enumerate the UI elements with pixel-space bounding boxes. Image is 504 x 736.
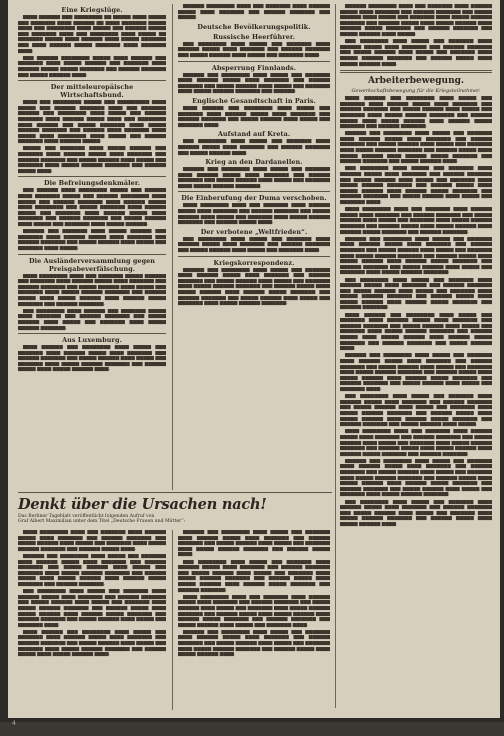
- banner-intro-line-2: Graf Albert Maximilian unter dem Titel „Deutsche Frauen und Mütter“:: [18, 519, 186, 525]
- section-divider: [18, 80, 166, 81]
- banner-column-1: ▆▆▆▆ ▆▆▆▆▆▆▆▆ ▆▆▆▆ ▆▆▆ ▆▆▆▆▆▆▆ ▆▆▆▆ ▆▆▆▆▆▆ ▆▆▆▆▆ ▆▆▆▆ ▆▆▆▆▆▆▆ ▆▆▆ ▆▆▆▆▆▆ ▆▆▆▆▆▆▆ ▆▆▆ ▆▆▆▆▆ ▆▆▆▆▆▆ ▆▆▆▆ ▆▆▆▆▆ ▆▆▆ ▆▆▆▆▆▆▆ ▆▆▆▆ ▆▆▆▆▆ ▆▆▆▆▆▆ ▆▆▆▆▆▆▆ ▆▆▆ ▆▆▆▆▆▆ ▆▆▆▆▆ ▆▆▆▆. ▆▆▆▆▆▆ ▆▆▆ ▆▆▆▆▆▆▆▆ ▆▆▆▆ ▆▆▆▆▆ ▆▆▆ ▆▆▆▆▆▆▆ ▆▆▆▆ ▆▆▆▆▆▆ ▆▆▆▆▆ ▆▆▆▆ ▆▆▆▆▆▆▆ ▆▆▆ ▆▆▆▆▆▆ ▆▆▆▆▆▆▆ ▆▆▆ ▆▆▆▆▆ ▆▆▆▆▆▆ ▆▆▆▆ ▆▆▆▆▆ ▆▆▆ ▆▆▆▆▆▆▆ ▆▆▆▆ ▆▆▆▆▆ ▆▆▆▆▆▆ ▆▆▆▆▆▆▆ ▆▆▆ ▆▆▆▆▆▆ ▆▆▆▆▆ ▆▆▆▆ ▆▆▆▆▆ ▆▆▆▆▆▆ ▆▆▆▆ ▆▆▆▆▆▆ ▆▆▆▆▆ ▆▆▆▆▆▆▆ ▆▆▆ ▆▆▆▆▆▆ ▆▆▆▆▆▆▆. ▆▆▆ ▆▆▆▆▆▆▆▆ ▆▆▆▆ ▆▆▆▆▆ ▆▆▆ ▆▆▆▆▆▆▆ ▆▆▆▆ ▆▆▆▆▆▆ ▆▆▆▆▆ ▆▆▆▆ ▆▆▆▆▆▆▆ ▆▆▆ ▆▆▆▆▆▆ ▆▆▆▆▆▆▆ ▆▆▆ ▆▆▆▆▆ ▆▆▆▆▆▆ ▆▆▆▆ ▆▆▆▆▆ ▆▆▆ ▆▆▆▆▆▆▆ ▆▆▆▆ ▆▆▆▆▆ ▆▆▆▆▆▆ ▆▆▆▆▆▆▆ ▆▆▆ ▆▆▆▆▆▆ ▆▆▆▆▆ ▆▆▆▆ ▆▆▆▆▆ ▆▆▆▆▆▆ ▆▆▆▆ ▆▆▆▆▆▆ ▆▆▆▆▆ ▆▆▆▆▆▆▆ ▆▆▆ ▆▆▆▆▆▆ ▆▆▆▆▆▆▆ ▆▆▆ ▆▆▆▆▆ ▆▆▆▆▆▆ ▆▆▆▆ ▆▆▆▆▆ ▆▆▆ ▆▆▆▆▆▆▆ ▆▆▆▆. ▆▆▆▆ ▆▆▆▆▆▆ ▆▆▆ ▆▆▆▆▆▆▆▆ ▆▆▆▆ ▆▆▆▆▆ ▆▆▆ ▆▆▆▆▆▆▆ ▆▆▆▆ ▆▆▆▆▆▆ ▆▆▆▆▆ ▆▆▆▆ ▆▆▆▆▆▆▆ ▆▆▆ ▆▆▆▆▆▆ ▆▆▆▆▆▆▆ ▆▆▆ ▆▆▆▆▆ ▆▆▆▆▆▆ ▆▆▆▆ ▆▆▆▆▆ ▆▆▆ ▆▆▆▆▆▆▆ ▆▆▆▆ ▆▆▆▆▆ ▆▆▆▆▆▆ ▆▆▆▆▆▆▆ ▆▆▆ ▆▆▆▆▆▆ ▆▆▆▆▆ ▆▆▆▆ ▆▆▆▆▆ ▆▆▆▆▆▆ ▆▆▆▆.: [18, 530, 166, 658]
- heading-luxemburg: Aus Luxemburg.: [62, 336, 122, 345]
- column-3: ▆▆▆▆▆▆ ▆▆▆▆▆▆▆▆ ▆▆▆▆ ▆▆▆ ▆▆▆▆▆▆▆ ▆▆▆▆ ▆▆▆▆▆▆ ▆▆▆▆▆ ▆▆▆▆ ▆▆▆▆▆▆▆ ▆▆▆ ▆▆▆▆▆▆ ▆▆▆▆▆▆▆ ▆▆▆ ▆▆▆▆▆ ▆▆▆▆▆▆ ▆▆▆▆ ▆▆▆▆▆ ▆▆▆ ▆▆▆▆▆▆▆ ▆▆▆▆ ▆▆▆▆▆ ▆▆▆▆▆▆ ▆▆▆▆▆▆▆ ▆▆▆ ▆▆▆▆▆▆ ▆▆▆▆▆ ▆▆▆▆ ▆▆▆▆▆ ▆▆▆▆▆▆ ▆▆▆▆ ▆▆▆▆▆▆ ▆▆▆▆▆ ▆▆▆▆▆▆▆ ▆▆▆ ▆▆▆▆▆▆ ▆▆▆▆▆▆▆ ▆▆▆ ▆▆▆▆▆ ▆▆▆▆▆▆ ▆▆▆▆ ▆▆▆▆▆. ▆▆▆ ▆▆▆▆▆▆▆▆ ▆▆▆▆ ▆▆▆▆▆ ▆▆▆ ▆▆▆▆▆▆▆ ▆▆▆▆ ▆▆▆▆▆▆ ▆▆▆▆▆ ▆▆▆▆ ▆▆▆▆▆▆▆ ▆▆▆ ▆▆▆▆▆▆ ▆▆▆▆▆▆▆ ▆▆▆ ▆▆▆▆▆ ▆▆▆▆▆▆ ▆▆▆▆ ▆▆▆▆▆ ▆▆▆ ▆▆▆▆▆▆▆ ▆▆▆▆ ▆▆▆▆▆ ▆▆▆▆▆▆ ▆▆▆▆▆▆▆ ▆▆▆ ▆▆▆▆▆▆ ▆▆▆▆▆ ▆▆▆▆ ▆▆▆▆▆ ▆▆▆▆▆▆ ▆▆▆▆. Arbeiterbewegung. Gewerkschaftsbewegung für die Kriegsteilnehmer. ▆▆▆▆ ▆▆▆▆▆▆ ▆▆▆ ▆▆▆▆▆▆▆▆ ▆▆▆▆ ▆▆▆▆▆ ▆▆▆ ▆▆▆▆▆▆▆ ▆▆▆▆ ▆▆▆▆▆▆ ▆▆▆▆▆ ▆▆▆▆ ▆▆▆▆▆▆▆ ▆▆▆ ▆▆▆▆▆▆ ▆▆▆▆▆▆▆ ▆▆▆ ▆▆▆▆▆ ▆▆▆▆▆▆ ▆▆▆▆ ▆▆▆▆▆ ▆▆▆ ▆▆▆▆▆▆▆ ▆▆▆▆ ▆▆▆▆▆ ▆▆▆▆▆▆ ▆▆▆▆▆▆▆ ▆▆▆ ▆▆▆▆▆▆ ▆▆▆▆▆ ▆▆▆▆ ▆▆▆▆▆ ▆▆▆▆▆▆ ▆▆▆▆ ▆▆▆▆▆▆ ▆▆▆▆▆ ▆▆▆▆▆▆▆ ▆▆▆ ▆▆▆▆▆▆ ▆▆▆▆▆▆▆. ▆▆▆▆▆▆ ▆▆▆ ▆▆▆▆▆▆▆▆ ▆▆▆▆ ▆▆▆▆▆ ▆▆▆ ▆▆▆▆▆▆▆ ▆▆▆▆ ▆▆▆▆▆▆ ▆▆▆▆▆ ▆▆▆▆ ▆▆▆▆▆▆▆ ▆▆▆ ▆▆▆▆▆▆ ▆▆▆▆▆▆▆ ▆▆▆ ▆▆▆▆▆ ▆▆▆▆▆▆ ▆▆▆▆ ▆▆▆▆▆ ▆▆▆ ▆▆▆▆▆▆▆ ▆▆▆▆ ▆▆▆▆▆ ▆▆▆▆▆▆ ▆▆▆▆▆▆▆ ▆▆▆ ▆▆▆▆▆▆ ▆▆▆▆▆ ▆▆▆▆ ▆▆▆▆▆ ▆▆▆▆▆▆ ▆▆▆▆ ▆▆▆▆▆▆ ▆▆▆▆▆ ▆▆▆▆▆▆▆ ▆▆▆ ▆▆▆▆▆▆ ▆▆▆▆▆▆▆ ▆▆▆ ▆▆▆▆▆ ▆▆▆▆▆▆ ▆▆▆▆. ▆▆▆ ▆▆▆▆▆▆▆▆ ▆▆▆▆ ▆▆▆▆▆ ▆▆▆ ▆▆▆▆▆▆▆ ▆▆▆▆ ▆▆▆▆▆▆ ▆▆▆▆▆ ▆▆▆▆ ▆▆▆▆▆▆▆ ▆▆▆ ▆▆▆▆▆▆ ▆▆▆▆▆▆▆ ▆▆▆ ▆▆▆▆▆ ▆▆▆▆▆▆ ▆▆▆▆ ▆▆▆▆▆ ▆▆▆ ▆▆▆▆▆▆▆ ▆▆▆▆ ▆▆▆▆▆ ▆▆▆▆▆▆ ▆▆▆▆▆▆▆ ▆▆▆ ▆▆▆▆▆▆ ▆▆▆▆▆ ▆▆▆▆ ▆▆▆▆▆ ▆▆▆▆▆▆ ▆▆▆▆ ▆▆▆▆▆▆ ▆▆▆▆▆ ▆▆▆▆▆▆▆ ▆▆▆ ▆▆▆▆▆▆ ▆▆▆▆▆▆▆ ▆▆▆ ▆▆▆▆▆ ▆▆▆▆▆▆ ▆▆▆▆ ▆▆▆▆▆ ▆▆▆ ▆▆▆▆▆▆▆ ▆▆▆▆. ▆▆▆▆ ▆▆▆▆▆▆▆▆ ▆▆▆▆ ▆▆▆ ▆▆▆▆▆▆▆ ▆▆▆▆ ▆▆▆▆▆▆ ▆▆▆▆▆ ▆▆▆▆ ▆▆▆▆▆▆▆ ▆▆▆ ▆▆▆▆▆▆ ▆▆▆▆▆▆▆ ▆▆▆ ▆▆▆▆▆ ▆▆▆▆▆▆ ▆▆▆▆ ▆▆▆▆▆ ▆▆▆ ▆▆▆▆▆▆▆ ▆▆▆▆ ▆▆▆▆▆ ▆▆▆▆▆▆ ▆▆▆▆▆▆▆ ▆▆▆ ▆▆▆▆▆▆ ▆▆▆▆▆ ▆▆▆▆ ▆▆▆▆▆ ▆▆▆▆▆▆ ▆▆▆▆ ▆▆▆▆▆▆ ▆▆▆▆▆ ▆▆▆▆▆▆▆ ▆▆▆ ▆▆▆▆▆▆ ▆▆▆▆▆▆▆. ▆▆▆▆▆▆ ▆▆▆ ▆▆▆▆▆▆▆▆ ▆▆▆▆ ▆▆▆▆▆ ▆▆▆ ▆▆▆▆▆▆▆ ▆▆▆▆ ▆▆▆▆▆▆ ▆▆▆▆▆ ▆▆▆▆ ▆▆▆▆▆▆▆ ▆▆▆ ▆▆▆▆▆▆ ▆▆▆▆▆▆▆ ▆▆▆ ▆▆▆▆▆ ▆▆▆▆▆▆ ▆▆▆▆ ▆▆▆▆▆ ▆▆▆ ▆▆▆▆▆▆▆ ▆▆▆▆ ▆▆▆▆▆ ▆▆▆▆▆▆ ▆▆▆▆▆▆▆ ▆▆▆ ▆▆▆▆▆▆ ▆▆▆▆▆ ▆▆▆▆ ▆▆▆▆▆ ▆▆▆▆▆▆ ▆▆▆▆ ▆▆▆▆▆▆ ▆▆▆▆▆ ▆▆▆▆▆▆▆ ▆▆▆ ▆▆▆▆▆▆ ▆▆▆▆▆▆▆ ▆▆▆ ▆▆▆▆▆ ▆▆▆▆▆▆ ▆▆▆▆ ▆▆▆▆▆ ▆▆▆ ▆▆▆▆▆▆▆ ▆▆▆▆ ▆▆▆▆▆ ▆▆▆▆▆▆ ▆▆▆▆▆▆▆. ▆▆▆ ▆▆▆▆▆▆▆▆ ▆▆▆▆ ▆▆▆▆▆ ▆▆▆ ▆▆▆▆▆▆▆ ▆▆▆▆ ▆▆▆▆▆▆ ▆▆▆▆▆ ▆▆▆▆ ▆▆▆▆▆▆▆ ▆▆▆ ▆▆▆▆▆▆ ▆▆▆▆▆▆▆ ▆▆▆ ▆▆▆▆▆ ▆▆▆▆▆▆ ▆▆▆▆ ▆▆▆▆▆ ▆▆▆ ▆▆▆▆▆▆▆ ▆▆▆▆ ▆▆▆▆▆ ▆▆▆▆▆▆ ▆▆▆▆▆▆▆ ▆▆▆ ▆▆▆▆▆▆ ▆▆▆▆▆ ▆▆▆▆ ▆▆▆▆▆ ▆▆▆▆▆▆ ▆▆▆▆ ▆▆▆▆▆▆ ▆▆▆▆▆ ▆▆▆▆▆▆▆ ▆▆▆ ▆▆▆▆▆▆ ▆▆▆▆▆▆▆. ▆▆▆▆ ▆▆▆▆▆▆ ▆▆▆ ▆▆▆▆▆▆▆▆ ▆▆▆▆ ▆▆▆▆▆ ▆▆▆ ▆▆▆▆▆▆▆ ▆▆▆▆ ▆▆▆▆▆▆ ▆▆▆▆▆ ▆▆▆▆ ▆▆▆▆▆▆▆ ▆▆▆ ▆▆▆▆▆▆ ▆▆▆▆▆▆▆ ▆▆▆ ▆▆▆▆▆ ▆▆▆▆▆▆ ▆▆▆▆ ▆▆▆▆▆ ▆▆▆ ▆▆▆▆▆▆▆ ▆▆▆▆ ▆▆▆▆▆ ▆▆▆▆▆▆ ▆▆▆▆▆▆▆ ▆▆▆ ▆▆▆▆▆▆ ▆▆▆▆▆ ▆▆▆▆ ▆▆▆▆▆ ▆▆▆▆▆▆ ▆▆▆▆ ▆▆▆▆▆▆ ▆▆▆▆▆ ▆▆▆▆▆▆▆ ▆▆▆ ▆▆▆▆▆▆ ▆▆▆▆▆▆▆ ▆▆▆ ▆▆▆▆▆ ▆▆▆▆▆▆ ▆▆▆▆. ▆▆▆▆▆▆ ▆▆▆ ▆▆▆▆▆▆▆▆ ▆▆▆▆ ▆▆▆▆▆ ▆▆▆ ▆▆▆▆▆▆▆ ▆▆▆▆ ▆▆▆▆▆▆ ▆▆▆▆▆ ▆▆▆▆ ▆▆▆▆▆▆▆ ▆▆▆ ▆▆▆▆▆▆ ▆▆▆▆▆▆▆ ▆▆▆ ▆▆▆▆▆ ▆▆▆▆▆▆ ▆▆▆▆ ▆▆▆▆▆ ▆▆▆ ▆▆▆▆▆▆▆ ▆▆▆▆ ▆▆▆▆▆ ▆▆▆▆▆▆ ▆▆▆▆▆▆▆ ▆▆▆ ▆▆▆▆▆▆ ▆▆▆▆▆ ▆▆▆▆ ▆▆▆▆▆ ▆▆▆▆▆▆ ▆▆▆▆ ▆▆▆▆▆▆ ▆▆▆▆▆ ▆▆▆▆▆▆▆ ▆▆▆ ▆▆▆▆▆▆ ▆▆▆▆▆▆▆ ▆▆▆ ▆▆▆▆▆ ▆▆▆▆▆▆ ▆▆▆▆ ▆▆▆▆▆ ▆▆▆ ▆▆▆▆▆▆▆ ▆▆▆▆. ▆▆▆ ▆▆▆▆▆▆▆▆ ▆▆▆▆ ▆▆▆▆▆ ▆▆▆ ▆▆▆▆▆▆▆ ▆▆▆▆ ▆▆▆▆▆▆ ▆▆▆▆▆ ▆▆▆▆ ▆▆▆▆▆▆▆ ▆▆▆ ▆▆▆▆▆▆ ▆▆▆▆▆▆▆ ▆▆▆ ▆▆▆▆▆ ▆▆▆▆▆▆ ▆▆▆▆ ▆▆▆▆▆ ▆▆▆ ▆▆▆▆▆▆▆ ▆▆▆▆ ▆▆▆▆▆ ▆▆▆▆▆▆ ▆▆▆▆▆▆▆ ▆▆▆ ▆▆▆▆▆▆ ▆▆▆▆▆ ▆▆▆▆ ▆▆▆▆▆ ▆▆▆▆▆▆ ▆▆▆▆ ▆▆▆▆▆▆ ▆▆▆▆▆ ▆▆▆▆▆▆▆ ▆▆▆ ▆▆▆▆▆▆ ▆▆▆▆▆▆▆ ▆▆▆ ▆▆▆▆▆ ▆▆▆▆▆▆ ▆▆▆▆ ▆▆▆▆▆. ▆▆▆▆ ▆▆▆▆▆▆▆▆ ▆▆▆▆ ▆▆▆ ▆▆▆▆▆▆▆ ▆▆▆▆ ▆▆▆▆▆▆ ▆▆▆▆▆ ▆▆▆▆ ▆▆▆▆▆▆▆ ▆▆▆ ▆▆▆▆▆▆ ▆▆▆▆▆▆▆ ▆▆▆ ▆▆▆▆▆ ▆▆▆▆▆▆ ▆▆▆▆ ▆▆▆▆▆ ▆▆▆ ▆▆▆▆▆▆▆ ▆▆▆▆ ▆▆▆▆▆ ▆▆▆▆▆▆ ▆▆▆▆▆▆▆ ▆▆▆ ▆▆▆▆▆▆ ▆▆▆▆▆ ▆▆▆▆ ▆▆▆▆▆ ▆▆▆▆▆▆ ▆▆▆▆ ▆▆▆▆▆▆ ▆▆▆▆▆ ▆▆▆▆▆▆▆ ▆▆▆ ▆▆▆▆▆▆ ▆▆▆▆▆▆▆. ▆▆▆▆▆▆ ▆▆▆ ▆▆▆▆▆▆▆▆ ▆▆▆▆ ▆▆▆▆▆ ▆▆▆ ▆▆▆▆▆▆▆ ▆▆▆▆ ▆▆▆▆▆▆ ▆▆▆▆▆ ▆▆▆▆ ▆▆▆▆▆▆▆ ▆▆▆ ▆▆▆▆▆▆ ▆▆▆▆▆▆▆ ▆▆▆ ▆▆▆▆▆ ▆▆▆▆▆▆ ▆▆▆▆ ▆▆▆▆▆ ▆▆▆ ▆▆▆▆▆▆▆ ▆▆▆▆ ▆▆▆▆▆ ▆▆▆▆▆▆ ▆▆▆▆▆▆▆ ▆▆▆ ▆▆▆▆▆▆ ▆▆▆▆▆ ▆▆▆▆ ▆▆▆▆▆ ▆▆▆▆▆▆ ▆▆▆▆ ▆▆▆▆▆▆ ▆▆▆▆▆ ▆▆▆▆▆▆▆ ▆▆▆ ▆▆▆▆▆▆ ▆▆▆▆▆▆▆ ▆▆▆ ▆▆▆▆▆ ▆▆▆▆▆▆ ▆▆▆▆ ▆▆▆▆▆ ▆▆▆ ▆▆▆▆▆▆▆ ▆▆▆▆ ▆▆▆▆▆ ▆▆▆▆▆▆ ▆▆▆▆▆▆▆. ▆▆▆ ▆▆▆▆▆▆▆▆ ▆▆▆▆ ▆▆▆▆▆ ▆▆▆ ▆▆▆▆▆▆▆ ▆▆▆▆ ▆▆▆▆▆▆ ▆▆▆▆▆ ▆▆▆▆ ▆▆▆▆▆▆▆ ▆▆▆ ▆▆▆▆▆▆ ▆▆▆▆▆▆▆ ▆▆▆ ▆▆▆▆▆ ▆▆▆▆▆▆ ▆▆▆▆ ▆▆▆▆▆ ▆▆▆ ▆▆▆▆▆▆▆ ▆▆▆▆ ▆▆▆▆▆ ▆▆▆▆▆▆ ▆▆▆▆▆▆▆ ▆▆▆ ▆▆▆▆▆▆ ▆▆▆▆▆ ▆▆▆▆ ▆▆▆▆▆ ▆▆▆▆▆▆ ▆▆▆▆.: [340, 4, 492, 527]
- newspaper-page: [8, 0, 500, 718]
- subheading-gewerkschaft: Gewerkschaftsbewegung für die Kriegsteilnehmer.: [351, 88, 481, 95]
- heading-arbeiterbewegung: Arbeiterbewegung.: [367, 76, 465, 87]
- section-divider: [18, 176, 166, 177]
- banner-intro-line-1: Das Berliner Tageblatt veröffentlicht folgenden Aufruf von: [18, 514, 155, 519]
- section-divider: [178, 61, 330, 62]
- heading-kriegsluege: Eine Kriegslüge.: [61, 6, 123, 14]
- heading-wirtschaftsbund: Der mitteleuropäische Wirtschaftsbund.: [50, 83, 134, 100]
- section-divider: [340, 70, 492, 73]
- column-rule: [172, 530, 173, 710]
- section-divider: [18, 333, 166, 334]
- banner-title: Denkt über die Ursachen nach!: [18, 496, 267, 513]
- column-2: ▆▆▆▆▆▆ ▆▆▆▆▆▆▆▆ ▆▆▆▆ ▆▆▆ ▆▆▆▆▆▆▆ ▆▆▆▆ ▆▆▆▆▆▆ ▆▆▆▆▆ ▆▆▆▆ ▆▆▆▆▆▆▆ ▆▆▆ ▆▆▆▆▆▆ ▆▆▆▆▆▆▆ ▆▆▆ ▆▆▆▆▆. Deutsche Bevölkerungspolitik. Russische Heerführer. ▆▆▆ ▆▆▆▆▆▆▆▆ ▆▆▆▆ ▆▆▆▆▆ ▆▆▆ ▆▆▆▆▆▆▆ ▆▆▆▆ ▆▆▆▆▆▆ ▆▆▆▆▆ ▆▆▆▆ ▆▆▆▆▆▆▆ ▆▆▆ ▆▆▆▆▆▆ ▆▆▆▆▆▆▆ ▆▆▆ ▆▆▆▆▆ ▆▆▆▆▆▆ ▆▆▆▆ ▆▆▆▆▆ ▆▆▆ ▆▆▆▆▆▆▆ ▆▆▆▆. Absperrung Finnlands. ▆▆▆▆▆▆ ▆▆▆ ▆▆▆▆▆▆▆▆ ▆▆▆▆ ▆▆▆▆▆ ▆▆▆ ▆▆▆▆▆▆▆ ▆▆▆▆ ▆▆▆▆▆▆ ▆▆▆▆▆ ▆▆▆▆ ▆▆▆▆▆▆▆ ▆▆▆ ▆▆▆▆▆▆ ▆▆▆▆▆▆▆ ▆▆▆ ▆▆▆▆▆ ▆▆▆▆▆▆ ▆▆▆▆ ▆▆▆▆▆ ▆▆▆ ▆▆▆▆▆▆▆ ▆▆▆▆ ▆▆▆▆▆ ▆▆▆▆▆▆ ▆▆▆▆▆▆▆ ▆▆▆ ▆▆▆▆▆▆. Englische Gesandtschaft in Paris. ▆▆▆▆ ▆▆▆▆▆▆ ▆▆▆ ▆▆▆▆▆▆▆▆ ▆▆▆▆ ▆▆▆▆▆ ▆▆▆ ▆▆▆▆▆▆▆ ▆▆▆▆ ▆▆▆▆▆▆ ▆▆▆▆▆ ▆▆▆▆ ▆▆▆▆▆▆▆ ▆▆▆ ▆▆▆▆▆▆ ▆▆▆▆▆▆▆ ▆▆▆ ▆▆▆▆▆ ▆▆▆▆▆▆ ▆▆▆▆ ▆▆▆▆▆ ▆▆▆ ▆▆▆▆▆▆▆ ▆▆▆▆. Aufstand auf Kreta. ▆▆▆ ▆▆▆▆▆▆▆▆ ▆▆▆▆ ▆▆▆▆▆ ▆▆▆ ▆▆▆▆▆▆▆ ▆▆▆▆ ▆▆▆▆▆▆ ▆▆▆▆▆ ▆▆▆▆ ▆▆▆▆▆▆▆ ▆▆▆ ▆▆▆▆▆▆ ▆▆▆▆▆▆▆ ▆▆▆ ▆▆▆▆▆ ▆▆▆▆▆▆ ▆▆▆▆. Krieg an den Dardanellen. ▆▆▆▆▆▆ ▆▆▆ ▆▆▆▆▆▆▆▆ ▆▆▆▆ ▆▆▆▆▆ ▆▆▆ ▆▆▆▆▆▆▆ ▆▆▆▆ ▆▆▆▆▆▆ ▆▆▆▆▆ ▆▆▆▆ ▆▆▆▆▆▆▆ ▆▆▆ ▆▆▆▆▆▆ ▆▆▆▆▆▆▆ ▆▆▆ ▆▆▆▆▆ ▆▆▆▆▆▆ ▆▆▆▆ ▆▆▆▆▆ ▆▆▆ ▆▆▆▆▆▆▆ ▆▆▆▆ ▆▆▆▆▆ ▆▆▆▆▆▆ ▆▆▆▆▆▆▆. Die Einberufung der Duma verschoben. ▆▆▆▆ ▆▆▆▆▆▆▆▆ ▆▆▆▆ ▆▆▆ ▆▆▆▆▆▆▆ ▆▆▆▆ ▆▆▆▆▆▆ ▆▆▆▆▆ ▆▆▆▆ ▆▆▆▆▆▆▆ ▆▆▆ ▆▆▆▆▆▆ ▆▆▆▆▆▆▆ ▆▆▆ ▆▆▆▆▆ ▆▆▆▆▆▆ ▆▆▆▆ ▆▆▆▆▆ ▆▆▆ ▆▆▆▆▆▆▆ ▆▆▆▆ ▆▆▆▆▆ ▆▆▆▆▆▆ ▆▆▆▆▆▆▆ ▆▆▆ ▆▆▆▆▆▆ ▆▆▆▆▆ ▆▆▆▆. Der verbotene „Weltfrieden“. ▆▆▆ ▆▆▆▆▆▆▆▆ ▆▆▆▆ ▆▆▆▆▆ ▆▆▆ ▆▆▆▆▆▆▆ ▆▆▆▆ ▆▆▆▆▆▆ ▆▆▆▆▆ ▆▆▆▆ ▆▆▆▆▆▆▆ ▆▆▆ ▆▆▆▆▆▆ ▆▆▆▆▆▆▆ ▆▆▆ ▆▆▆▆▆ ▆▆▆▆▆▆ ▆▆▆▆ ▆▆▆▆▆ ▆▆▆ ▆▆▆▆▆▆▆ ▆▆▆▆. Kriegskorrespondenz. ▆▆▆▆▆▆ ▆▆▆ ▆▆▆▆▆▆▆▆ ▆▆▆▆ ▆▆▆▆▆ ▆▆▆ ▆▆▆▆▆▆▆ ▆▆▆▆ ▆▆▆▆▆▆ ▆▆▆▆▆ ▆▆▆▆ ▆▆▆▆▆▆▆ ▆▆▆ ▆▆▆▆▆▆ ▆▆▆▆▆▆▆ ▆▆▆ ▆▆▆▆▆ ▆▆▆▆▆▆ ▆▆▆▆ ▆▆▆▆▆ ▆▆▆ ▆▆▆▆▆▆▆ ▆▆▆▆ ▆▆▆▆▆ ▆▆▆▆▆▆ ▆▆▆▆▆▆▆ ▆▆▆ ▆▆▆▆▆▆ ▆▆▆▆▆ ▆▆▆▆ ▆▆▆▆▆ ▆▆▆▆▆▆ ▆▆▆▆ ▆▆▆▆▆▆ ▆▆▆▆▆ ▆▆▆▆▆▆▆ ▆▆▆ ▆▆▆▆▆▆ ▆▆▆▆▆▆▆ ▆▆▆ ▆▆▆▆▆ ▆▆▆▆▆▆ ▆▆▆▆ ▆▆▆▆▆ ▆▆▆ ▆▆▆▆▆▆▆ ▆▆▆▆ ▆▆▆▆▆ ▆▆▆▆▆▆ ▆▆▆▆▆▆▆.: [178, 4, 330, 307]
- column-1: Eine Kriegslüge. ▆▆▆▆ ▆▆▆▆▆▆ ▆▆▆ ▆▆▆▆▆▆▆▆ ▆▆ ▆▆▆▆▆ ▆▆▆▆ ▆▆▆▆▆ ▆▆▆ ▆▆▆▆▆▆▆ ▆▆▆▆ ▆▆▆▆▆▆ ▆▆ ▆▆▆▆ ▆▆▆▆▆▆▆ ▆▆▆▆▆ ▆▆▆▆ ▆▆▆ ▆▆▆▆▆▆▆▆ ▆▆▆▆ ▆▆▆▆▆ ▆▆▆ ▆▆▆▆▆▆ ▆▆▆▆▆ ▆▆▆ ▆▆▆▆▆▆▆ ▆▆▆▆ ▆▆▆ ▆▆▆▆▆▆▆▆ ▆▆▆▆ ▆▆▆▆▆ ▆▆ ▆▆▆▆▆▆▆ ▆▆▆▆▆ ▆▆▆▆ ▆▆▆▆▆▆ ▆▆▆▆ ▆▆▆▆▆ ▆▆▆▆▆▆▆ ▆▆▆ ▆▆▆▆ ▆▆▆▆▆▆ ▆▆▆▆▆ ▆▆▆▆▆▆▆ ▆▆▆▆ ▆▆▆▆▆▆▆ ▆▆▆▆. ▆▆▆ ▆▆▆▆▆▆ ▆▆▆▆▆▆▆▆ ▆▆▆▆▆ ▆▆▆▆ ▆▆▆▆▆▆ ▆▆▆ ▆▆▆▆▆▆▆ ▆▆▆▆ ▆▆▆▆▆ ▆▆▆▆▆▆ ▆▆▆ ▆▆▆▆▆▆▆ ▆▆▆▆ ▆▆▆▆▆▆ ▆▆▆▆▆ ▆▆▆▆▆ ▆▆▆▆▆▆▆ ▆▆▆ ▆▆▆▆▆▆ ▆▆▆▆▆▆▆ ▆▆▆ ▆▆▆▆▆ ▆▆▆▆▆▆ ▆▆▆▆. Der mitteleuropäische Wirtschaftsbund. ▆▆▆▆ ▆▆▆ ▆▆▆▆▆▆▆▆ ▆▆▆▆▆ ▆▆▆ ▆▆▆▆▆▆▆▆▆ ▆▆▆▆ ▆▆▆▆▆ ▆▆▆ ▆▆▆▆▆▆ ▆▆▆▆▆▆▆ ▆▆▆▆ ▆▆▆ ▆▆▆▆▆▆▆ ▆▆▆▆▆▆ ▆▆▆ ▆▆▆▆▆▆▆▆ ▆▆▆▆ ▆▆▆▆▆ ▆▆▆ ▆▆▆▆▆▆ ▆▆▆▆▆▆▆ ▆▆▆▆ ▆▆▆▆▆▆ ▆▆▆▆▆ ▆▆▆▆ ▆▆▆ ▆▆▆▆▆▆▆▆ ▆▆▆▆ ▆▆▆▆▆▆ ▆▆▆ ▆▆▆▆▆ ▆▆▆▆▆▆▆ ▆▆▆▆ ▆▆▆▆▆ ▆▆▆▆▆▆ ▆▆▆▆▆▆▆ ▆▆▆ ▆▆▆▆▆▆ ▆▆▆▆ ▆▆▆▆▆▆▆ ▆▆▆▆ ▆▆▆▆▆ ▆▆▆▆ ▆▆▆▆▆▆▆▆ ▆▆▆▆ ▆▆▆▆▆ ▆▆▆ ▆▆▆▆▆▆ ▆▆▆▆▆▆▆ ▆▆▆▆ ▆▆▆▆▆▆ ▆▆▆▆▆. ▆▆▆▆▆ ▆▆▆ ▆▆▆▆▆▆▆ ▆▆▆▆ ▆▆▆▆▆ ▆▆▆▆▆▆ ▆▆▆ ▆▆▆▆▆▆▆ ▆▆▆▆ ▆▆▆▆▆▆ ▆▆▆▆▆ ▆▆▆▆ ▆▆▆▆▆▆▆ ▆▆▆ ▆▆▆▆▆▆ ▆▆▆▆▆▆▆ ▆▆▆ ▆▆▆▆▆ ▆▆▆▆▆▆ ▆▆▆▆ ▆▆▆▆▆ ▆▆▆ ▆▆▆▆▆▆▆ ▆▆▆▆ ▆▆▆▆▆ ▆▆▆▆▆▆ ▆▆▆▆▆▆▆ ▆▆▆ ▆▆▆▆▆▆ ▆▆▆▆▆ ▆▆▆▆. Die Befreiungsdenkmäler. ▆▆▆ ▆▆▆▆▆▆ ▆▆▆▆ ▆▆▆▆▆▆▆▆ ▆▆▆▆▆ ▆▆▆ ▆▆▆▆▆▆ ▆▆▆▆ ▆▆▆▆▆▆▆ ▆▆▆▆▆ ▆▆▆ ▆▆▆▆▆▆ ▆▆▆▆▆▆▆▆ ▆▆▆▆ ▆▆▆▆▆ ▆▆▆ ▆▆▆▆▆▆ ▆▆▆▆▆▆▆ ▆▆▆▆ ▆▆▆▆▆▆ ▆▆▆▆▆ ▆▆▆▆ ▆▆▆▆▆▆▆▆ ▆▆▆ ▆▆▆▆▆ ▆▆▆▆▆▆▆ ▆▆▆▆ ▆▆▆▆▆▆ ▆▆▆▆▆ ▆▆▆ ▆▆▆▆▆▆▆ ▆▆▆▆ ▆▆▆▆▆▆ ▆▆▆▆▆ ▆▆▆▆ ▆▆▆▆▆▆▆ ▆▆▆ ▆▆▆▆▆▆ ▆▆▆▆▆▆▆ ▆▆▆ ▆▆▆▆▆ ▆▆▆▆▆▆ ▆▆▆▆ ▆▆▆▆▆ ▆▆▆ ▆▆▆▆▆▆▆ ▆▆▆▆ ▆▆▆▆▆ ▆▆▆▆▆▆. ▆▆▆▆▆▆ ▆▆▆ ▆▆▆▆▆▆▆ ▆▆▆▆ ▆▆▆▆▆ ▆▆▆▆▆▆ ▆▆▆ ▆▆▆▆▆▆▆ ▆▆▆▆ ▆▆▆▆▆▆ ▆▆▆▆▆ ▆▆▆▆ ▆▆▆▆▆▆▆ ▆▆▆ ▆▆▆▆▆▆ ▆▆▆▆▆▆▆ ▆▆▆ ▆▆▆▆▆ ▆▆▆▆▆▆ ▆▆▆▆ ▆▆▆▆▆ ▆▆▆ ▆▆▆▆▆▆▆ ▆▆▆▆ ▆▆▆▆▆. Die Ausländerversammlung gegen Preisgabeverfälschung. ▆▆▆▆ ▆▆▆▆▆▆▆▆ ▆▆▆▆ ▆▆▆ ▆▆▆▆▆▆▆ ▆▆▆▆▆ ▆▆▆▆▆▆ ▆▆▆ ▆▆▆▆▆▆▆ ▆▆▆▆ ▆▆▆▆▆▆ ▆▆▆▆▆ ▆▆▆▆ ▆▆▆▆▆▆▆ ▆▆▆ ▆▆▆▆▆▆ ▆▆▆▆▆▆▆ ▆▆▆ ▆▆▆▆▆ ▆▆▆▆▆▆ ▆▆▆▆ ▆▆▆▆▆ ▆▆▆ ▆▆▆▆▆▆▆ ▆▆▆▆ ▆▆▆▆▆ ▆▆▆▆▆▆ ▆▆▆▆▆▆▆ ▆▆▆ ▆▆▆▆▆▆ ▆▆▆▆▆ ▆▆▆▆ ▆▆▆▆▆ ▆▆▆▆▆▆ ▆▆▆▆ ▆▆▆▆▆▆ ▆▆▆▆▆ ▆▆▆▆▆▆▆ ▆▆▆ ▆▆▆▆▆▆ ▆▆▆▆▆▆▆. ▆▆▆ ▆▆▆▆▆▆▆▆ ▆▆▆▆ ▆▆▆▆▆▆ ▆▆▆ ▆▆▆▆▆▆▆ ▆▆▆▆▆ ▆▆▆▆ ▆▆▆▆▆▆▆ ▆▆▆ ▆▆▆▆▆▆ ▆▆▆▆▆▆▆ ▆▆▆ ▆▆▆▆▆ ▆▆▆▆▆▆ ▆▆▆▆ ▆▆▆▆▆ ▆▆▆ ▆▆▆▆▆▆▆ ▆▆▆▆ ▆▆▆▆▆ ▆▆▆▆▆▆ ▆▆▆▆▆▆▆. Aus Luxemburg. ▆▆▆▆ ▆▆▆▆▆▆ ▆▆▆ ▆▆▆▆▆▆▆▆ ▆▆▆▆ ▆▆▆▆▆ ▆▆▆ ▆▆▆▆▆▆▆ ▆▆▆▆ ▆▆▆▆▆▆ ▆▆▆▆▆ ▆▆▆▆ ▆▆▆▆▆▆▆ ▆▆▆ ▆▆▆▆▆▆ ▆▆▆▆▆▆▆ ▆▆▆ ▆▆▆▆▆ ▆▆▆▆▆▆ ▆▆▆▆ ▆▆▆▆▆ ▆▆▆ ▆▆▆▆▆▆▆ ▆▆▆▆ ▆▆▆▆▆ ▆▆▆▆▆▆ ▆▆▆▆▆▆▆ ▆▆▆ ▆▆▆▆▆▆ ▆▆▆▆▆ ▆▆▆▆ ▆▆▆▆▆ ▆▆▆▆▆▆ ▆▆▆▆.: [18, 6, 166, 373]
- heading-befreiungsdenkmaeler: Die Befreiungsdenkmäler.: [43, 179, 141, 188]
- heading-auslaenderversammlung: Die Ausländerversammlung gegen Preisgabeverfälschung.: [28, 256, 156, 273]
- banner: [18, 496, 332, 526]
- heading-kriegskorrespondenz: Kriegskorrespondenz.: [213, 258, 295, 267]
- banner-column-2: ▆▆▆▆▆▆ ▆▆▆ ▆▆▆▆▆▆▆▆ ▆▆▆▆ ▆▆▆▆▆ ▆▆▆ ▆▆▆▆▆▆▆ ▆▆▆▆ ▆▆▆▆▆▆ ▆▆▆▆▆ ▆▆▆▆ ▆▆▆▆▆▆▆ ▆▆▆ ▆▆▆▆▆▆ ▆▆▆▆▆▆▆ ▆▆▆ ▆▆▆▆▆ ▆▆▆▆▆▆ ▆▆▆▆ ▆▆▆▆▆ ▆▆▆ ▆▆▆▆▆▆▆ ▆▆▆▆ ▆▆▆▆▆ ▆▆▆▆▆▆ ▆▆▆▆▆▆▆ ▆▆▆ ▆▆▆▆▆▆ ▆▆▆▆▆ ▆▆▆▆. ▆▆▆ ▆▆▆▆▆▆▆▆ ▆▆▆▆ ▆▆▆▆▆ ▆▆▆ ▆▆▆▆▆▆▆ ▆▆▆▆ ▆▆▆▆▆▆ ▆▆▆▆▆ ▆▆▆▆ ▆▆▆▆▆▆▆ ▆▆▆ ▆▆▆▆▆▆ ▆▆▆▆▆▆▆ ▆▆▆ ▆▆▆▆▆ ▆▆▆▆▆▆ ▆▆▆▆ ▆▆▆▆▆ ▆▆▆ ▆▆▆▆▆▆▆ ▆▆▆▆ ▆▆▆▆▆ ▆▆▆▆▆▆ ▆▆▆▆▆▆▆ ▆▆▆ ▆▆▆▆▆▆ ▆▆▆▆▆ ▆▆▆▆ ▆▆▆▆▆ ▆▆▆▆▆▆ ▆▆▆▆ ▆▆▆▆▆▆ ▆▆▆▆▆ ▆▆▆▆▆▆▆ ▆▆▆ ▆▆▆▆▆▆ ▆▆▆▆▆▆▆. ▆▆▆▆ ▆▆▆▆▆▆▆▆ ▆▆▆▆ ▆▆▆ ▆▆▆▆▆▆▆ ▆▆▆▆ ▆▆▆▆▆▆ ▆▆▆▆▆ ▆▆▆▆ ▆▆▆▆▆▆▆ ▆▆▆ ▆▆▆▆▆▆ ▆▆▆▆▆▆▆ ▆▆▆ ▆▆▆▆▆ ▆▆▆▆▆▆ ▆▆▆▆ ▆▆▆▆▆ ▆▆▆ ▆▆▆▆▆▆▆ ▆▆▆▆ ▆▆▆▆▆ ▆▆▆▆▆▆ ▆▆▆▆▆▆▆ ▆▆▆ ▆▆▆▆▆▆ ▆▆▆▆▆ ▆▆▆▆ ▆▆▆▆▆ ▆▆▆▆▆▆ ▆▆▆▆ ▆▆▆▆▆▆ ▆▆▆▆▆ ▆▆▆▆▆▆▆ ▆▆▆ ▆▆▆▆▆▆ ▆▆▆▆▆▆▆ ▆▆▆ ▆▆▆▆▆ ▆▆▆▆▆▆ ▆▆▆▆ ▆▆▆▆▆ ▆▆▆ ▆▆▆▆▆▆▆ ▆▆▆▆. ▆▆▆▆▆▆ ▆▆▆ ▆▆▆▆▆▆▆▆ ▆▆▆▆ ▆▆▆▆▆ ▆▆▆ ▆▆▆▆▆▆▆ ▆▆▆▆ ▆▆▆▆▆▆ ▆▆▆▆▆ ▆▆▆▆ ▆▆▆▆▆▆▆ ▆▆▆ ▆▆▆▆▆▆ ▆▆▆▆▆▆▆ ▆▆▆ ▆▆▆▆▆ ▆▆▆▆▆▆ ▆▆▆▆ ▆▆▆▆▆ ▆▆▆ ▆▆▆▆▆▆▆ ▆▆▆▆ ▆▆▆▆▆ ▆▆▆▆▆▆ ▆▆▆▆▆▆▆ ▆▆▆ ▆▆▆▆▆▆ ▆▆▆▆▆ ▆▆▆▆ ▆▆▆▆▆ ▆▆▆▆▆▆ ▆▆▆▆.: [178, 530, 330, 658]
- heading-gesandtschaft: Englische Gesandtschaft in Paris.: [192, 96, 316, 105]
- banner-divider: [18, 492, 332, 493]
- page-edge-mark: 4: [12, 720, 16, 727]
- heading-heerfuehrer: Russische Heerführer.: [212, 32, 296, 41]
- section-divider: [178, 191, 330, 192]
- heading-bevoelkerungspolitik: Deutsche Bevölkerungspolitik.: [197, 22, 311, 31]
- scan-border: [0, 722, 504, 736]
- section-divider: [178, 256, 330, 257]
- section-divider: [18, 254, 166, 255]
- heading-duma: Die Einberufung der Duma verschoben.: [181, 194, 327, 203]
- heading-finnland: Absperrung Finnlands.: [211, 63, 297, 72]
- heading-kreta: Aufstand auf Kreta.: [217, 130, 291, 139]
- column-rule: [335, 4, 336, 708]
- heading-dardanellen: Krieg an den Dardanellen.: [205, 158, 303, 167]
- heading-weltfrieden: Der verbotene „Weltfrieden“.: [200, 227, 308, 236]
- column-rule: [172, 4, 173, 490]
